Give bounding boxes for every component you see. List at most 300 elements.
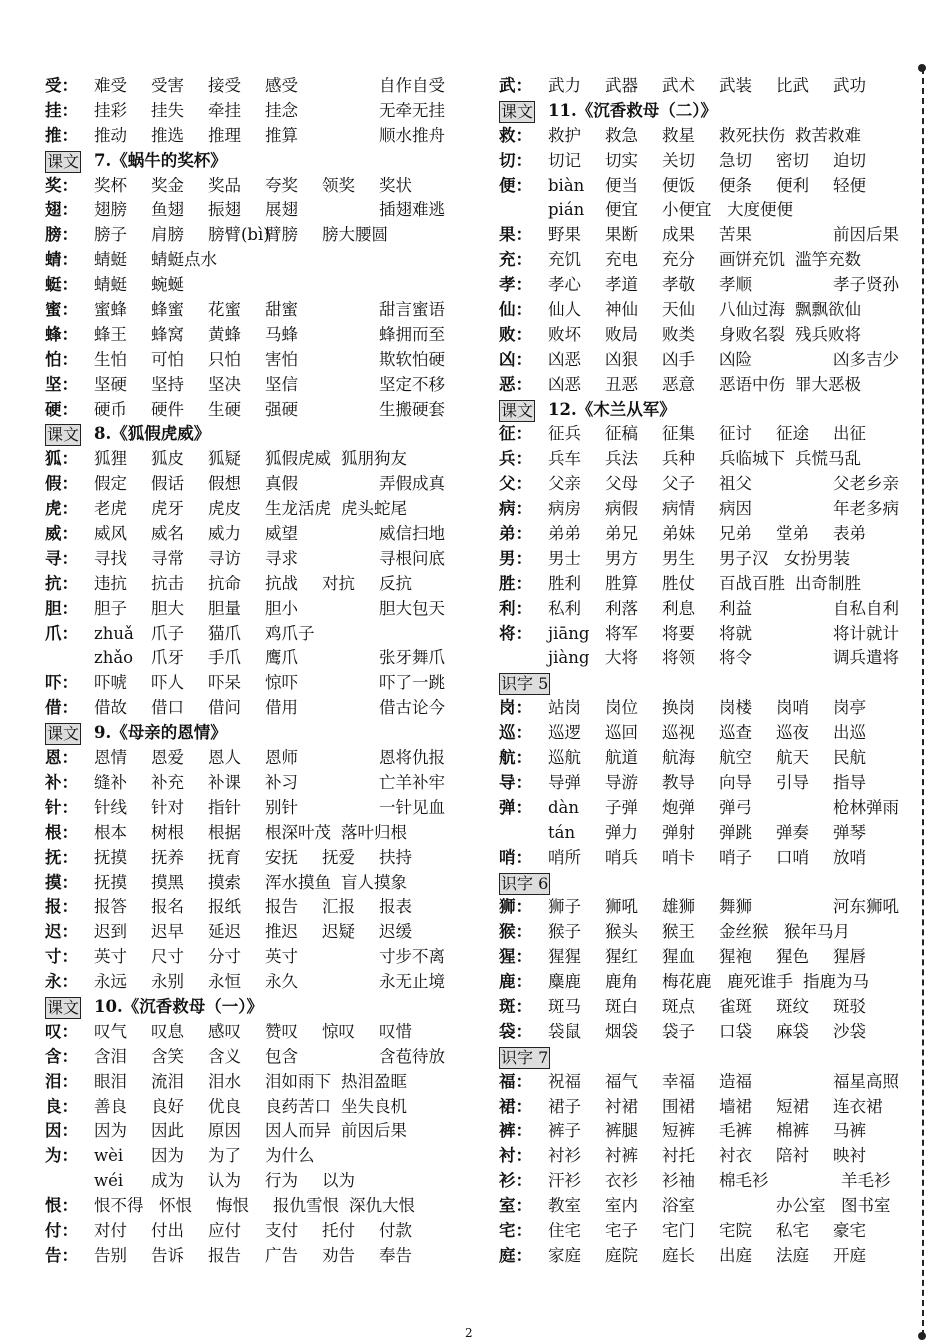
vocab-row	[499, 1219, 889, 1244]
vocab-word: 男生	[662, 548, 695, 568]
head-character: 福：	[499, 1071, 532, 1091]
vocab-row	[499, 1244, 889, 1269]
lesson-header	[45, 995, 435, 1020]
vocab-word: 祖父	[719, 474, 752, 494]
vocab-word: 马蜂	[265, 324, 298, 344]
vocab-word: 便饭	[662, 175, 695, 195]
vocab-word: 恩师	[265, 748, 298, 768]
vocab-word: 鹰爪	[265, 648, 298, 668]
lesson-header	[45, 721, 435, 746]
vocab-row	[499, 298, 889, 323]
vocab-row	[45, 348, 445, 373]
vocab-word: 子弹	[605, 797, 638, 817]
vocab-word: 救星	[662, 125, 695, 145]
head-character: 弹：	[499, 797, 532, 817]
vocab-word: 振翅	[208, 200, 241, 220]
vocab-word: 身败名裂	[719, 324, 785, 344]
vocab-word: 推动	[94, 125, 127, 145]
vocab-row	[499, 248, 889, 273]
vocab-word: zhuǎ	[94, 623, 134, 643]
vocab-word: 猴头	[605, 922, 638, 942]
vocab-word: 航道	[605, 748, 638, 768]
vocab-word: 幸福	[662, 1071, 695, 1091]
vocab-word: 充饥	[548, 250, 581, 270]
vocab-word: 顺水推舟	[379, 125, 445, 145]
vocab-word: 巡逻	[548, 723, 581, 743]
vocab-word: 报名	[151, 897, 184, 917]
lesson-title: 8.《狐假虎威》	[94, 424, 211, 444]
vocab-word: 将令	[719, 648, 752, 668]
vocab-word: 生龙活虎	[265, 499, 331, 519]
vocab-word: 生搬硬套	[379, 399, 445, 419]
vocab-word: 永无止境	[379, 972, 445, 992]
vocab-word: 口哨	[776, 847, 809, 867]
vocab-word: 蜜蜂	[94, 300, 127, 320]
vocab-word: 病假	[605, 499, 638, 519]
vocab-word: 奖金	[151, 175, 184, 195]
vocab-word: 根本	[94, 822, 127, 842]
vocab-word: 猴子	[548, 922, 581, 942]
vocab-word: 鹿角	[605, 972, 638, 992]
head-character: 巡：	[499, 723, 532, 743]
vocab-word: 针对	[151, 797, 184, 817]
vocab-word: 坚硬	[94, 374, 127, 394]
vocab-word: 成为	[151, 1171, 184, 1191]
vocab-word: 认为	[208, 1171, 241, 1191]
vocab-word: zhǎo	[94, 648, 134, 668]
head-character: 孝：	[499, 275, 532, 295]
vocab-word: 密切	[776, 150, 809, 170]
vocab-word: 家庭	[548, 1245, 581, 1265]
head-character: 恨：	[45, 1196, 78, 1216]
vocab-word: 雀斑	[719, 996, 752, 1016]
vocab-row	[45, 248, 435, 273]
lesson-header	[499, 1045, 889, 1070]
vocab-word: 武功	[833, 76, 866, 95]
vocab-word: 征集	[662, 424, 695, 444]
vocab-row	[45, 945, 445, 970]
vocab-word: 别针	[265, 797, 298, 817]
vocab-word: 劝告	[322, 1245, 355, 1265]
vocab-word: 猫爪	[208, 623, 241, 643]
head-character: 蜓：	[45, 275, 78, 295]
vocab-word: 猴王	[662, 922, 695, 942]
vocab-word: 巡回	[605, 723, 638, 743]
head-character: 推：	[45, 125, 78, 145]
vocab-word: 调兵遣将	[833, 648, 899, 668]
lesson-title: 10.《沉香救母（一）》	[94, 996, 263, 1016]
head-character: 奖：	[45, 175, 78, 195]
head-character: 报：	[45, 897, 78, 917]
head-character: 挂：	[45, 100, 78, 120]
vocab-word: 补习	[265, 772, 298, 792]
vocab-row	[499, 149, 889, 174]
vocab-row	[45, 1045, 445, 1070]
head-character: 败：	[499, 324, 532, 344]
vocab-word: 叹息	[151, 1021, 184, 1041]
vocab-word: 膀子	[94, 225, 127, 245]
vocab-word: 弟妹	[662, 524, 695, 544]
vocab-word: 威力	[208, 524, 241, 544]
vocab-row	[499, 970, 889, 995]
vocab-word: 牵挂	[208, 100, 241, 120]
vocab-word: 恶意	[662, 374, 695, 394]
vocab-word: 兵临城下	[719, 449, 785, 469]
lesson-header	[499, 871, 889, 896]
vocab-word: 狐狸	[94, 449, 127, 469]
vocab-word: 含义	[208, 1046, 241, 1066]
vocab-word: 假话	[151, 474, 184, 494]
vocab-row	[45, 273, 435, 298]
vocab-word: 福星高照	[833, 1071, 899, 1091]
vocab-row	[499, 323, 889, 348]
vocab-word: 叹惜	[379, 1021, 412, 1041]
head-character: 虎：	[45, 499, 78, 519]
vocab-word: 善良	[94, 1096, 127, 1116]
vocab-row	[45, 821, 435, 846]
head-character: 泪：	[45, 1071, 78, 1091]
vocab-word: 爪牙	[151, 648, 184, 668]
page-number: 2	[465, 1326, 473, 1340]
vocab-row	[45, 746, 445, 771]
vocab-word: 关切	[662, 150, 695, 170]
vocab-word: 航海	[662, 748, 695, 768]
head-character: 假：	[45, 474, 78, 494]
head-character: 衬：	[499, 1146, 532, 1166]
vocab-word: 蜻蜓	[94, 250, 127, 270]
vocab-word: 托付	[322, 1220, 355, 1240]
vocab-word: 成果	[662, 225, 695, 245]
vocab-row	[45, 696, 445, 721]
head-character: 庭：	[499, 1245, 532, 1265]
vocab-word: 尺寸	[151, 947, 184, 967]
vocab-word: 出征	[833, 424, 866, 444]
vocab-word: 坚信	[265, 374, 298, 394]
vocab-word: 欺软怕硬	[379, 349, 445, 369]
vocab-word: 金丝猴	[719, 922, 769, 942]
vocab-word: 缝补	[94, 772, 127, 792]
vocab-word: 对抗	[322, 573, 355, 593]
vocab-word: 切记	[548, 150, 581, 170]
head-character: 救：	[499, 125, 532, 145]
vocab-word: 丑恶	[605, 374, 638, 394]
vocab-word: 开庭	[833, 1245, 866, 1265]
vocab-word: 围裙	[662, 1096, 695, 1116]
vocab-word: 麻袋	[776, 1021, 809, 1041]
vocab-word: 狐疑	[208, 449, 241, 469]
vocab-row	[45, 1070, 435, 1095]
vocab-word: tán	[548, 822, 576, 842]
left-column	[45, 74, 445, 1269]
vocab-word: 迟到	[94, 922, 127, 942]
vocab-word: 凶险	[719, 349, 752, 369]
vocab-word: 凶多吉少	[833, 349, 899, 369]
vocab-word: 衬托	[662, 1146, 695, 1166]
vocab-word: 天仙	[662, 300, 695, 320]
vocab-word: 挂彩	[94, 100, 127, 120]
head-character: 受：	[45, 76, 78, 95]
vocab-word: 惊吓	[265, 673, 298, 693]
head-character: 告：	[45, 1245, 78, 1265]
vocab-word: 孝心	[548, 275, 581, 295]
vocab-word: 猴年马月	[784, 922, 850, 942]
vocab-word: 报告	[208, 1245, 241, 1265]
vocab-word: 祝福	[548, 1071, 581, 1091]
vocab-word: 坐失良机	[341, 1096, 407, 1116]
vocab-word: 虎头蛇尾	[341, 499, 407, 519]
vocab-word: 果断	[605, 225, 638, 245]
vocab-word: 延迟	[208, 922, 241, 942]
vocab-word: 宅子	[605, 1220, 638, 1240]
vocab-word: 眼泪	[94, 1071, 127, 1091]
vocab-word: 吓了一跳	[379, 673, 445, 693]
head-character: 袋：	[499, 1021, 532, 1041]
vocab-word: 小便宜	[662, 200, 712, 220]
vocab-word: 奖杯	[94, 175, 127, 195]
head-character: 父：	[499, 474, 532, 494]
vocab-row	[499, 1070, 899, 1095]
vocab-row	[45, 622, 435, 647]
vocab-word: 永远	[94, 972, 127, 992]
vocab-word: 办公室	[776, 1196, 826, 1216]
vocab-word: 摸黑	[151, 872, 184, 892]
vocab-word: 病房	[548, 499, 581, 519]
vocab-word: 一针见血	[379, 797, 445, 817]
vocab-word: 弹琴	[833, 822, 866, 842]
vocab-word: 手爪	[208, 648, 241, 668]
vocab-word: 迫切	[833, 150, 866, 170]
vocab-word: 教导	[662, 772, 695, 792]
vocab-word: 墙裙	[719, 1096, 752, 1116]
vocab-row	[45, 796, 445, 821]
vocab-word: 良好	[151, 1096, 184, 1116]
vocab-word: 孝道	[605, 275, 638, 295]
vocab-word: 臂膀	[265, 225, 298, 245]
vocab-word: 连衣裙	[833, 1096, 883, 1116]
head-character: 仙：	[499, 300, 532, 320]
vocab-word: 引导	[776, 772, 809, 792]
vocab-word: 向导	[719, 772, 752, 792]
vocab-word: 轻便	[833, 175, 866, 195]
vocab-word: 出巡	[833, 723, 866, 743]
vocab-word: 因此	[151, 1121, 184, 1141]
vocab-word: 病情	[662, 499, 695, 519]
vocab-word: 私宅	[776, 1220, 809, 1240]
vocab-word: 推算	[265, 125, 298, 145]
lesson-header	[499, 99, 889, 124]
vocab-word: 胆大包天	[379, 598, 445, 618]
vocab-word: 张牙舞爪	[379, 648, 445, 668]
vocab-row	[499, 771, 889, 796]
vocab-word: 雄狮	[662, 897, 695, 917]
vocab-word: 救死扶伤	[719, 125, 785, 145]
vocab-word: 永恒	[208, 972, 241, 992]
vocab-word: 苦果	[719, 225, 752, 245]
vocab-word: 哨兵	[605, 847, 638, 867]
vocab-word: 吓人	[151, 673, 184, 693]
vocab-word: 岗位	[605, 698, 638, 718]
head-character: 补：	[45, 772, 78, 792]
vocab-word: 充电	[605, 250, 638, 270]
head-character: 蜜：	[45, 300, 78, 320]
vocab-word: 真假	[265, 474, 298, 494]
vocab-row	[45, 1244, 435, 1269]
vocab-word: 推选	[151, 125, 184, 145]
vocab-row	[499, 198, 889, 223]
vocab-row	[499, 846, 889, 871]
vocab-word: 胆子	[94, 598, 127, 618]
vocab-word: 袋鼠	[548, 1021, 581, 1041]
vocab-word: 凶恶	[548, 349, 581, 369]
vocab-word: 将要	[662, 623, 695, 643]
vocab-word: 图书室	[841, 1196, 891, 1216]
vocab-word: 汇报	[322, 897, 355, 917]
vocab-word: 无牵无挂	[379, 100, 445, 120]
lesson-tag: 识字 5	[501, 674, 549, 694]
head-character: 航：	[499, 748, 532, 768]
vocab-word: 狐假虎威	[265, 449, 331, 469]
head-character: 胜：	[499, 573, 532, 593]
vocab-word: 比武	[776, 76, 809, 95]
vocab-word: 威望	[265, 524, 298, 544]
vocab-word: 胜仗	[662, 573, 695, 593]
vocab-row	[499, 1020, 889, 1045]
vocab-word: 假想	[208, 474, 241, 494]
vocab-row	[45, 447, 435, 472]
vocab-word: 八仙过海	[719, 300, 785, 320]
vocab-word: 猩袍	[719, 947, 752, 967]
vocab-word: 将就	[719, 623, 752, 643]
head-character: 裙：	[499, 1096, 532, 1116]
vocab-word: 寻找	[94, 548, 127, 568]
head-character: 利：	[499, 598, 532, 618]
vocab-word: 急切	[719, 150, 752, 170]
vocab-word: 英寸	[94, 947, 127, 967]
head-character: 室：	[499, 1196, 532, 1216]
vocab-word: 指导	[833, 772, 866, 792]
vocab-row	[45, 74, 445, 99]
vocab-word: 衣衫	[605, 1171, 638, 1191]
head-character: 怕：	[45, 349, 78, 369]
vocab-row	[45, 398, 445, 423]
vocab-word: 指鹿为马	[803, 972, 869, 992]
vocab-word: 蜻蜓点水	[151, 250, 217, 270]
vocab-word: 毛裤	[719, 1121, 752, 1141]
vocab-word: 鸡爪子	[265, 623, 315, 643]
vocab-row	[499, 920, 889, 945]
vocab-word: 寻常	[151, 548, 184, 568]
vocab-word: 兵车	[548, 449, 581, 469]
vocab-word: 裤子	[548, 1121, 581, 1141]
vocab-word: 民航	[833, 748, 866, 768]
vocab-word: 鹿死谁手	[727, 972, 793, 992]
vocab-word: 私利	[548, 598, 581, 618]
vocab-word: 烟袋	[605, 1021, 638, 1041]
head-character: 坚：	[45, 374, 78, 394]
vocab-row	[499, 597, 899, 622]
vocab-word: 告诉	[151, 1245, 184, 1265]
vocab-word: 衬裙	[605, 1096, 638, 1116]
vocab-word: 弹射	[662, 822, 695, 842]
vocab-word: 自作自受	[379, 76, 445, 95]
vocab-word: 报仇雪恨	[273, 1196, 339, 1216]
vocab-row	[499, 721, 889, 746]
head-character: 针：	[45, 797, 78, 817]
vocab-word: 弄假成真	[379, 474, 445, 494]
vocab-word: 硬件	[151, 399, 184, 419]
vocab-row	[45, 1219, 435, 1244]
vocab-row	[45, 1095, 435, 1120]
vocab-row	[499, 472, 899, 497]
vocab-row	[499, 796, 899, 821]
vocab-word: 麋鹿	[548, 972, 581, 992]
vocab-word: 借故	[94, 698, 127, 718]
head-character: 恩：	[45, 748, 78, 768]
vocab-word: pián	[548, 200, 585, 220]
vocab-word: 猩红	[605, 947, 638, 967]
vocab-word: 男子汉	[719, 548, 769, 568]
vocab-word: 威名	[151, 524, 184, 544]
vocab-word: 父老乡亲	[833, 474, 899, 494]
vocab-word: 室内	[605, 1196, 638, 1216]
vocab-word: 沙袋	[833, 1021, 866, 1041]
vocab-word: 武装	[719, 76, 752, 95]
vocab-word: 便宜	[605, 200, 638, 220]
lesson-tag: 课文	[501, 101, 534, 121]
vocab-word: 兵慌马乱	[795, 449, 861, 469]
vocab-word: 岗亭	[833, 698, 866, 718]
vocab-row	[45, 646, 445, 671]
vocab-word: 恩情	[94, 748, 127, 768]
vocab-row	[499, 174, 889, 199]
vocab-row	[499, 1095, 889, 1120]
vocab-word: 弟弟	[548, 524, 581, 544]
vocab-word: 蜂窝	[151, 324, 184, 344]
vocab-row	[45, 124, 445, 149]
vocab-word: 狐皮	[151, 449, 184, 469]
vocab-word: 报告	[265, 897, 298, 917]
lesson-tag: 识字 6	[501, 873, 549, 893]
vocab-word: 巡航	[548, 748, 581, 768]
vocab-word: 插翅难逃	[379, 200, 445, 220]
vocab-word: 坚定不移	[379, 374, 445, 394]
vocab-word: 挂念	[265, 100, 298, 120]
lesson-title: 7.《蜗牛的奖杯》	[94, 150, 227, 170]
lesson-tag: 识字 7	[501, 1047, 549, 1067]
vocab-word: 飘飘欲仙	[795, 300, 861, 320]
vocab-word: 利息	[662, 598, 695, 618]
vocab-row	[499, 1194, 889, 1219]
vocab-word: 反抗	[379, 573, 412, 593]
head-character: 将：	[499, 623, 532, 643]
vocab-word: 残兵败将	[795, 324, 861, 344]
vocab-row	[45, 223, 435, 248]
vocab-word: 补课	[208, 772, 241, 792]
vocab-word: 黄蜂	[208, 324, 241, 344]
vocab-word: 前因后果	[833, 225, 899, 245]
vocab-word: 根深叶茂	[265, 822, 331, 842]
vocab-word: 恨不得	[94, 1196, 144, 1216]
vocab-word: 感受	[265, 76, 298, 95]
vocab-word: 豪宅	[833, 1220, 866, 1240]
vocab-word: 堂弟	[776, 524, 809, 544]
vocab-word: 亡羊补牢	[379, 772, 445, 792]
vocab-word: 蜻蜓	[94, 275, 127, 295]
vocab-word: 出奇制胜	[795, 573, 861, 593]
vocab-word: 兵种	[662, 449, 695, 469]
head-character: 男：	[499, 548, 532, 568]
vocab-word: 换岗	[662, 698, 695, 718]
